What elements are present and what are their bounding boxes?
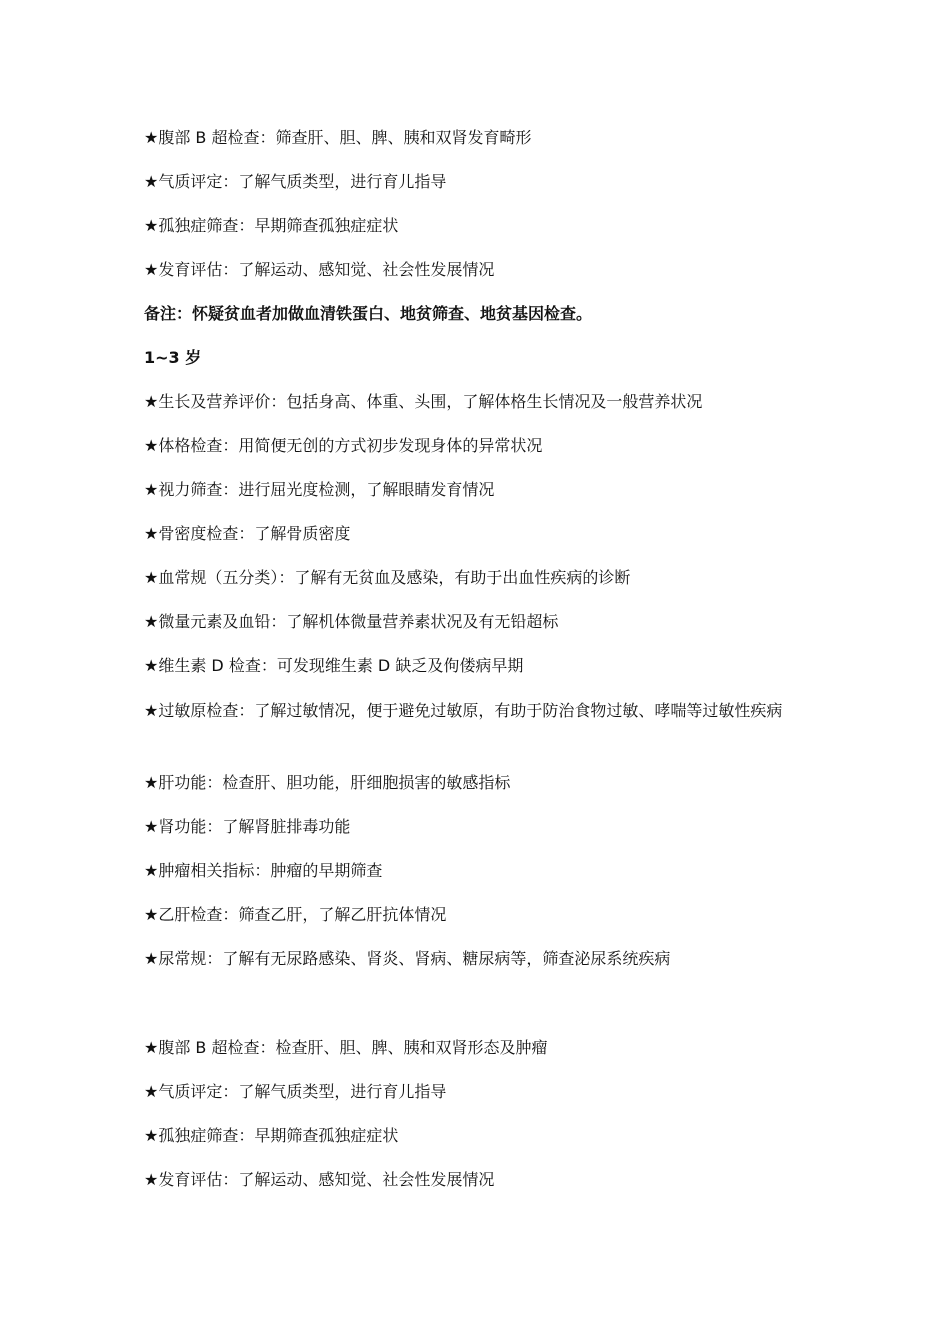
list-item: ★肝功能：检查肝、胆功能，肝细胞损害的敏感指标	[144, 773, 511, 792]
list-item: ★孤独症筛查：早期筛查孤独症症状	[144, 1126, 399, 1145]
list-item: ★腹部 B 超检查：筛查肝、胆、脾、胰和双肾发育畸形	[144, 128, 532, 147]
list-item: ★过敏原检查：了解过敏情况，便于避免过敏原，有助于防治食物过敏、哮喘等过敏性疾病	[144, 701, 783, 720]
list-item: ★气质评定：了解气质类型，进行育儿指导	[144, 172, 447, 191]
list-item: ★发育评估：了解运动、感知觉、社会性发展情况	[144, 1170, 495, 1189]
list-item: ★发育评估：了解运动、感知觉、社会性发展情况	[144, 260, 495, 279]
list-item: ★骨密度检查：了解骨质密度	[144, 524, 351, 543]
list-item: ★微量元素及血铅：了解机体微量营养素状况及有无铅超标	[144, 612, 559, 631]
list-item: ★血常规（五分类）：了解有无贫血及感染，有助于出血性疾病的诊断	[144, 568, 631, 587]
note-text: 备注：怀疑贫血者加做血清铁蛋白、地贫筛查、地贫基因检查。	[144, 304, 593, 323]
list-item: ★腹部 B 超检查：检查肝、胆、脾、胰和双肾形态及肿瘤	[144, 1038, 548, 1057]
list-item: ★肾功能：了解肾脏排毒功能	[144, 817, 351, 836]
list-item: ★乙肝检查：筛查乙肝，了解乙肝抗体情况	[144, 905, 447, 924]
list-item: ★尿常规：了解有无尿路感染、肾炎、肾病、糖尿病等，筛查泌尿系统疾病	[144, 949, 671, 968]
list-item: ★维生素 D 检查：可发现维生素 D 缺乏及佝偻病早期	[144, 656, 524, 675]
section-heading: 1~3 岁	[144, 348, 202, 367]
list-item: ★体格检查：用简便无创的方式初步发现身体的异常状况	[144, 436, 543, 455]
list-item: ★肿瘤相关指标：肿瘤的早期筛查	[144, 861, 383, 880]
list-item: ★气质评定：了解气质类型，进行育儿指导	[144, 1082, 447, 1101]
list-item: ★孤独症筛查：早期筛查孤独症症状	[144, 216, 399, 235]
list-item: ★视力筛查：进行屈光度检测，了解眼睛发育情况	[144, 480, 495, 499]
list-item: ★生长及营养评价：包括身高、体重、头围，了解体格生长情况及一般营养状况	[144, 392, 703, 411]
